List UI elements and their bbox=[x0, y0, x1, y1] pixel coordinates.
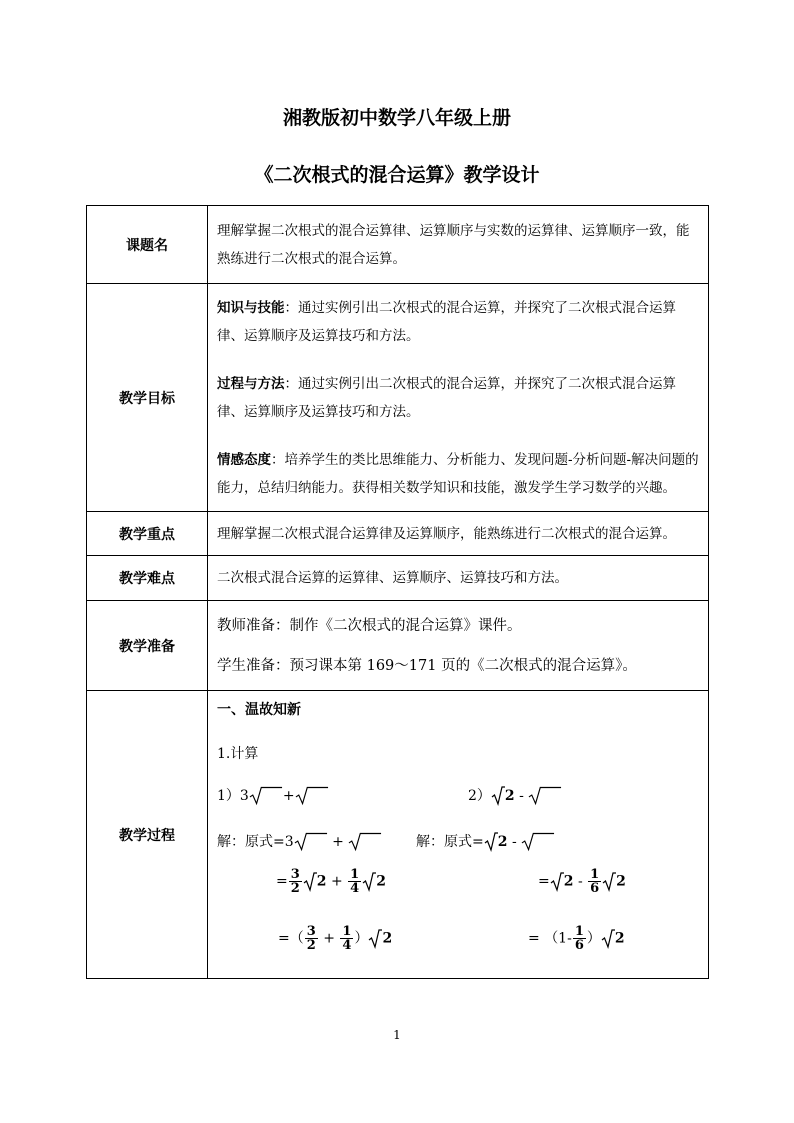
problem-1 bbox=[217, 785, 329, 806]
cell-process bbox=[208, 691, 709, 979]
solution-1-line-1 bbox=[217, 831, 382, 852]
radical-sign-icon bbox=[362, 872, 376, 892]
fraction-3-2: $\frac{3}{2}$ bbox=[306, 924, 316, 953]
goal-attitude-heading: 情感态度 bbox=[217, 451, 271, 468]
radicand: 2 bbox=[504, 788, 515, 804]
row-goals bbox=[87, 284, 709, 512]
solution-2-line-1 bbox=[416, 831, 555, 852]
radical-sign-icon bbox=[528, 786, 562, 806]
topic-text: 理解掌握二次根式的混合运算律、运算顺序与实数的运算律、运算顺序一致，能熟练进行二次根式的混合运算。 bbox=[217, 222, 690, 267]
solution-2-line-3: = （1- $\frac{1}{6}$ ） 2 bbox=[528, 924, 625, 953]
lesson-plan-table bbox=[86, 205, 709, 979]
equals: = bbox=[276, 873, 288, 890]
radical-sign-icon bbox=[295, 786, 329, 806]
radical-sign-icon bbox=[601, 929, 615, 949]
cell-topic bbox=[208, 206, 709, 284]
document-title: 湘教版初中数学八年级上册 bbox=[282, 107, 511, 129]
row-difficulty bbox=[87, 556, 709, 601]
fraction-1-6: $\frac{1}{6}$ bbox=[590, 867, 600, 896]
radical-sign-icon bbox=[348, 832, 382, 852]
solution-2-line-2: = 2 - $\frac{1}{6}$ 2 bbox=[538, 867, 626, 896]
problem-1-label: 1）3 bbox=[217, 788, 249, 804]
problem-2-minus: - bbox=[519, 788, 524, 804]
goal-attitude bbox=[217, 446, 700, 502]
fraction-3-2: $\frac{3}{2}$ bbox=[290, 867, 300, 896]
radicand: 2 bbox=[497, 834, 508, 850]
goal-process-heading: 过程与方法 bbox=[217, 375, 285, 392]
solution-2-prefix: 解：原式= bbox=[416, 834, 484, 850]
problem-1-plus: + bbox=[282, 788, 295, 804]
fraction-1-6: $\frac{1}{6}$ bbox=[574, 924, 584, 953]
goal-process bbox=[217, 370, 700, 426]
radical-sign-icon bbox=[249, 786, 283, 806]
goal-attitude-text: 培养学生的类比思维能力、分析能力、发现问题-分析问题-解决问题的能力，总结归纳能力。获得相关数学知识和技能，激发学生学习数学的兴趣。 bbox=[217, 451, 699, 496]
cell-prep bbox=[208, 601, 709, 691]
label-goals: 教学目标 bbox=[87, 284, 208, 512]
label-process: 教学过程 bbox=[87, 691, 208, 979]
solution-2-minus: - bbox=[511, 834, 517, 850]
row-prep bbox=[87, 601, 709, 691]
goal-process-text: 通过实例引出二次根式的混合运算，并探究了二次根式混合运算律、运算顺序及运算技巧和方法。 bbox=[217, 375, 676, 420]
key-text: 理解掌握二次根式混合运算律及运算顺序，能熟练进行二次根式的混合运算。 bbox=[217, 525, 676, 542]
label-prep: 教学准备 bbox=[87, 601, 208, 691]
goal-process-colon: ： bbox=[284, 375, 298, 392]
document-subtitle: 《二次根式的混合运算》教学设计 bbox=[254, 164, 540, 186]
row-topic bbox=[87, 206, 709, 284]
solution-1-line-2: = $\frac{3}{2}$ 2 + $\frac{1}{4}$ 2 bbox=[276, 867, 386, 896]
goal-knowledge bbox=[217, 294, 700, 350]
row-process bbox=[87, 691, 709, 979]
radical-sign-icon bbox=[368, 929, 382, 949]
section-heading: 一、温故知新 bbox=[217, 702, 301, 718]
fraction-1-4: $\frac{1}{4}$ bbox=[350, 867, 360, 896]
solution-1-prefix: 解：原式=3 bbox=[217, 834, 294, 850]
goal-knowledge-heading: 知识与技能 bbox=[217, 299, 285, 316]
goal-knowledge-colon: ： bbox=[284, 299, 298, 316]
page-number: 1 bbox=[393, 1028, 401, 1042]
radical-sign-icon bbox=[521, 832, 555, 852]
subsection-heading: 1.计算 bbox=[217, 746, 259, 762]
solution-1-line-3: =（ $\frac{3}{2}$ + $\frac{1}{4}$ ） 2 bbox=[278, 924, 393, 953]
difficulty-text: 二次根式混合运算的运算律、运算顺序、运算技巧和方法。 bbox=[217, 570, 568, 586]
solution-1-plus: + bbox=[332, 834, 344, 850]
label-key: 教学重点 bbox=[87, 512, 208, 556]
radical-sign-icon bbox=[294, 832, 328, 852]
radical-sign-icon bbox=[484, 832, 498, 852]
problem-2 bbox=[468, 785, 562, 806]
goal-attitude-colon: ： bbox=[271, 451, 285, 468]
radical-sign-icon bbox=[491, 786, 505, 806]
cell-difficulty bbox=[208, 556, 709, 601]
radical-sign-icon bbox=[550, 872, 564, 892]
label-topic: 课题名 bbox=[87, 206, 208, 284]
radical-sign-icon bbox=[602, 872, 616, 892]
goal-knowledge-text: 通过实例引出二次根式的混合运算，并探究了二次根式混合运算律、运算顺序及运算技巧和方法。 bbox=[217, 299, 676, 344]
label-difficulty: 教学难点 bbox=[87, 556, 208, 601]
fraction-1-4: $\frac{1}{4}$ bbox=[342, 924, 352, 953]
row-key bbox=[87, 512, 709, 556]
problem-2-label: 2） bbox=[468, 788, 491, 804]
cell-key bbox=[208, 512, 709, 556]
cell-goals bbox=[208, 284, 709, 512]
prep-teacher: 教师准备：制作《二次根式的混合运算》课件。 bbox=[217, 617, 522, 634]
prep-student: 学生准备：预习课本第 169～171 页的《二次根式的混合运算》。 bbox=[217, 657, 637, 674]
radical-sign-icon bbox=[303, 872, 317, 892]
